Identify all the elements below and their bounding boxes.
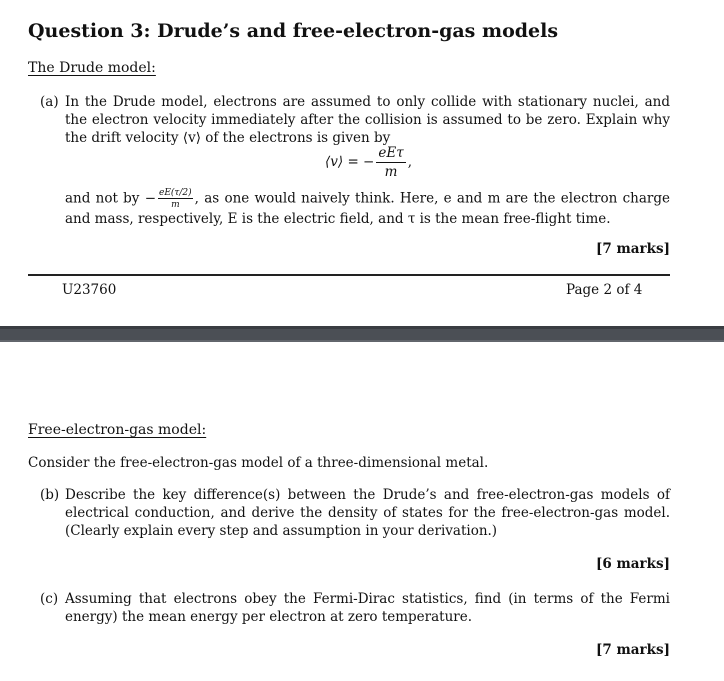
equation-tail: , [407, 154, 412, 170]
part-a-followup [65, 188, 670, 228]
footer-rule [28, 274, 670, 276]
feg-section-label: Free-electron-gas model: [28, 422, 207, 438]
naive-fraction [158, 188, 193, 210]
page-number: Page 2 of 4 [566, 282, 643, 298]
naive-denominator: m [171, 200, 180, 210]
part-b-text: Describe the key difference(s) between the Drude’s and free-electron-gas models of electrical conduction, and derive the density of states for the free-electron-gas model. (Clearly explain every step and assumption in your derivation.) [65, 487, 670, 539]
part-c-label: (c) [40, 591, 59, 607]
followup-rest: , as one would naively think. Here, e and m are the electron charge and mass, respectively, E is the electric field, and τ is the mean free-flight time. [65, 190, 670, 227]
feg-intro: Consider the free-electron-gas model of a three-dimensional metal. [28, 455, 489, 471]
naive-numerator: eE(τ/2) [159, 188, 192, 198]
equation-denominator: m [384, 164, 398, 180]
part-a-label: (a) [40, 94, 59, 110]
question-title: Question 3: Drude’s and free-electron-gas models [28, 20, 559, 42]
exam-code: U23760 [62, 282, 117, 298]
part-c-marks: [7 marks] [596, 642, 670, 658]
part-b-label: (b) [40, 487, 60, 503]
part-a-marks: [7 marks] [596, 241, 670, 257]
drude-section-label: The Drude model: [28, 60, 156, 76]
followup-prefix: and not by − [65, 190, 157, 207]
equation-fraction [376, 145, 405, 180]
page-separator [0, 326, 724, 342]
part-c-text: Assuming that electrons obey the Fermi-Dirac statistics, find (in terms of the Fermi energy) the mean energy per electron at zero temperature. [65, 591, 670, 625]
part-b-marks: [6 marks] [596, 556, 670, 572]
equation-lhs: ⟨v⟩ = − [325, 154, 375, 170]
drift-velocity-equation [325, 145, 412, 180]
equation-numerator: eEτ [378, 145, 404, 161]
part-a-intro: In the Drude model, electrons are assumed to only collide with stationary nuclei, and the electron velocity immediately after the collision is assumed to be zero. Explain why the drift velocity ⟨v⟩ of the electrons is given by [65, 94, 670, 146]
